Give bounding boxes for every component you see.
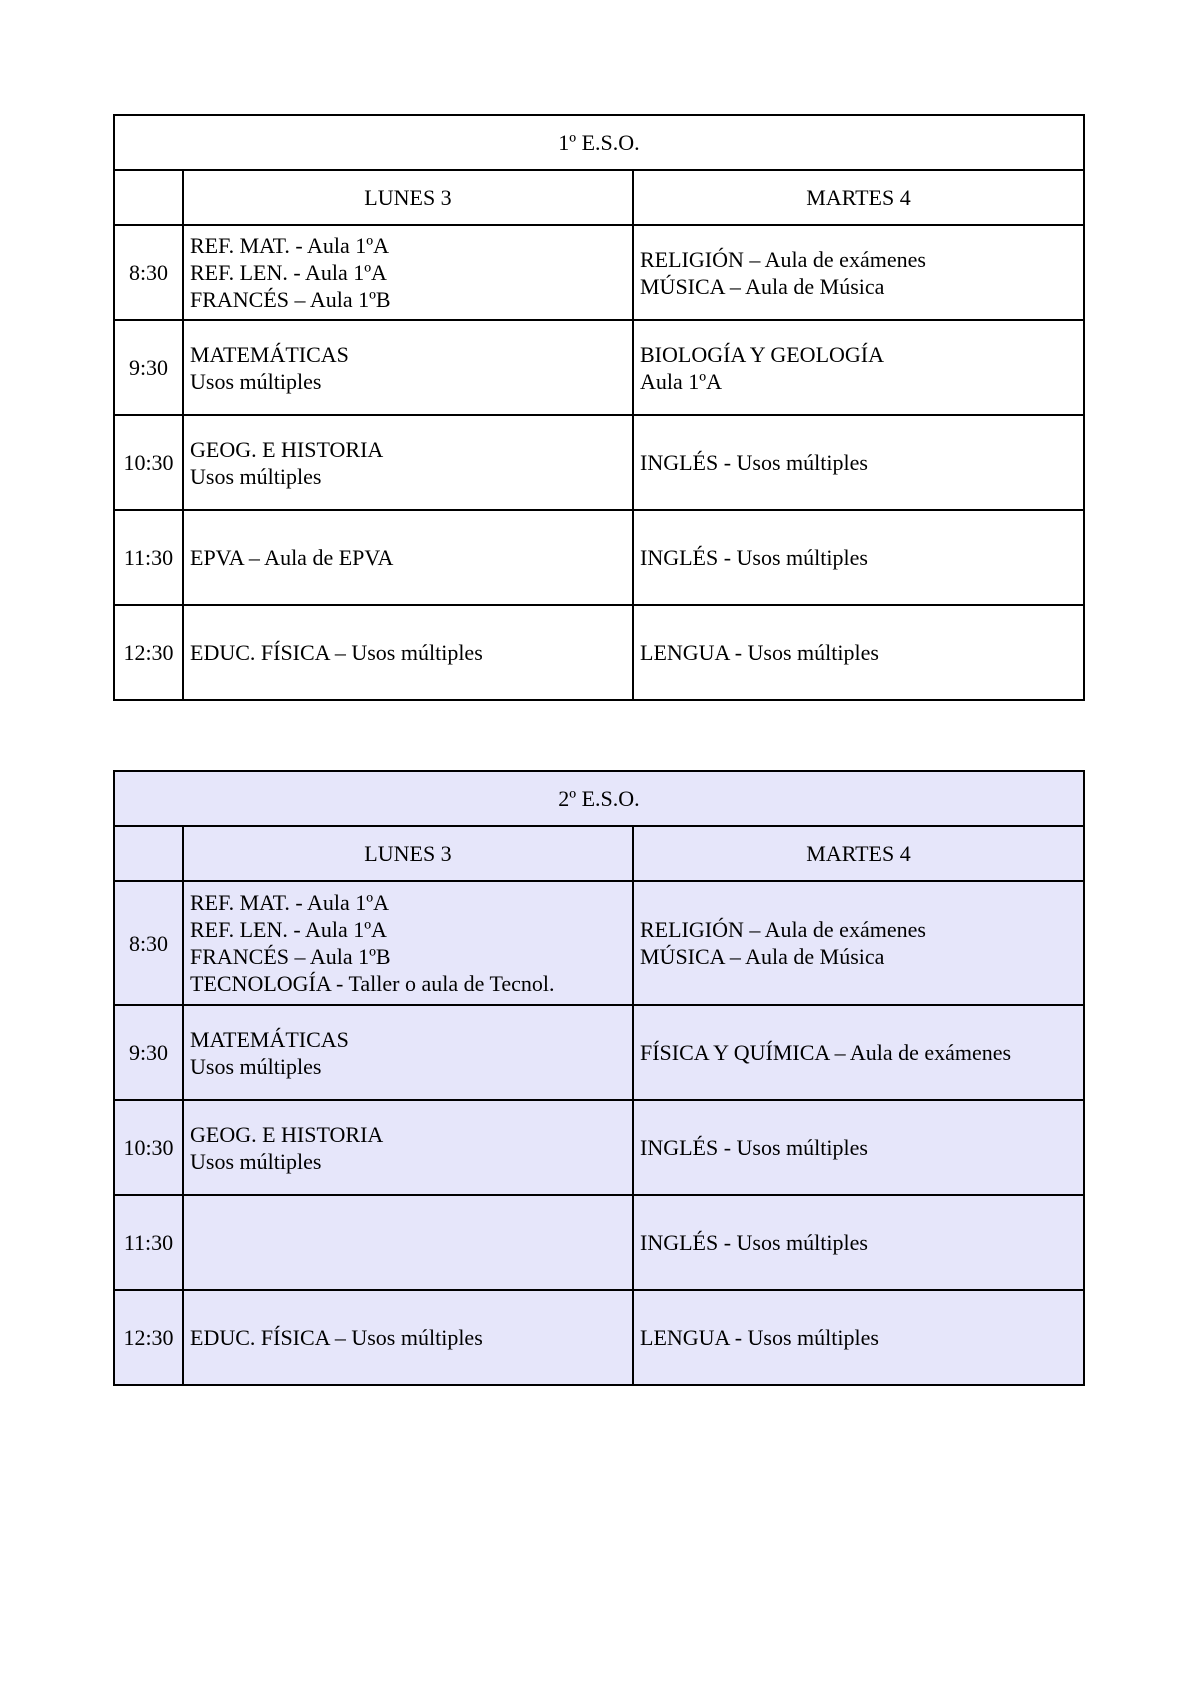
cell-line: MÚSICA – Aula de Música [640,944,885,969]
cell-line: MATEMÁTICAS [190,1026,349,1052]
day2-cell [633,881,1084,1005]
cell-line: GEOG. E HISTORIA [190,436,384,462]
time-cell: 11:30 [114,1195,183,1290]
header-day2: MARTES 4 [633,826,1084,881]
cell-line: MATEMÁTICAS [190,341,349,367]
day2-cell [633,1290,1084,1385]
day2-cell [633,1100,1084,1195]
table-row [114,1005,1084,1100]
cell-line: FÍSICA Y QUÍMICA – Aula de exámenes [640,1040,1012,1065]
cell-line: LENGUA - Usos múltiples [640,1325,879,1350]
cell-line: INGLÉS - Usos múltiples [640,450,868,475]
cell-line: GEOG. E HISTORIA [190,1121,384,1147]
table-title-row [114,115,1084,170]
day2-cell [633,415,1084,510]
cell-line: INGLÉS - Usos múltiples [640,1230,868,1255]
time-header-empty [114,170,183,225]
time-cell: 9:30 [114,320,183,415]
time-cell: 10:30 [114,415,183,510]
table-title-row [114,771,1084,826]
day1-cell [183,881,633,1005]
cell-line: INGLÉS - Usos múltiples [640,545,868,570]
cell-line: Usos múltiples [190,1148,322,1174]
day1-cell [183,605,633,700]
cell-line: BIOLOGÍA Y GEOLOGÍA [640,341,884,367]
day2-cell [633,225,1084,320]
day1-cell [183,510,633,605]
table-row [114,510,1084,605]
cell-line: FRANCÉS – Aula 1ºB [190,287,391,312]
table-row [114,1290,1084,1385]
day2-cell [633,1005,1084,1100]
cell-line: REF. LEN. - Aula 1ºA [190,917,387,942]
table-row [114,415,1084,510]
time-cell: 12:30 [114,1290,183,1385]
table-row [114,225,1084,320]
time-cell: 8:30 [114,225,183,320]
header-day1: LUNES 3 [183,826,633,881]
table-title: 1º E.S.O. [114,115,1084,170]
header-day1: LUNES 3 [183,170,633,225]
cell-line: TECNOLOGÍA - Taller o aula de Tecnol. [190,971,555,996]
cell-line: EDUC. FÍSICA – Usos múltiples [190,640,483,665]
day1-cell [183,1100,633,1195]
table-header-row [114,170,1084,225]
time-cell: 11:30 [114,510,183,605]
header-day2: MARTES 4 [633,170,1084,225]
time-header-empty [114,826,183,881]
time-cell: 10:30 [114,1100,183,1195]
day1-cell-empty [183,1195,633,1290]
table-row [114,605,1084,700]
day1-cell [183,415,633,510]
time-cell: 9:30 [114,1005,183,1100]
cell-line: RELIGIÓN – Aula de exámenes [640,246,926,272]
table-title: 2º E.S.O. [114,771,1084,826]
cell-line: FRANCÉS – Aula 1ºB [190,944,391,969]
cell-line: REF. LEN. - Aula 1ºA [190,260,387,285]
day1-cell [183,320,633,415]
table-row [114,320,1084,415]
cell-line: Usos múltiples [190,1053,322,1079]
cell-line: INGLÉS - Usos múltiples [640,1135,868,1160]
table-row [114,1195,1084,1290]
cell-line: Aula 1ºA [640,368,722,394]
day1-cell [183,1005,633,1100]
table-row [114,881,1084,1005]
table-header-row [114,826,1084,881]
time-cell: 8:30 [114,881,183,1005]
day2-cell [633,320,1084,415]
cell-line: Usos múltiples [190,463,322,489]
day2-cell [633,605,1084,700]
schedule-table-1eso [113,114,1085,701]
day2-cell [633,510,1084,605]
table-row [114,1100,1084,1195]
cell-line: Usos múltiples [190,368,322,394]
cell-line: MÚSICA – Aula de Música [640,273,885,299]
cell-line: REF. MAT. - Aula 1ºA [190,233,389,258]
time-cell: 12:30 [114,605,183,700]
schedule-table-2eso [113,770,1085,1386]
day2-cell [633,1195,1084,1290]
cell-line: EDUC. FÍSICA – Usos múltiples [190,1325,483,1350]
day1-cell [183,225,633,320]
cell-line: LENGUA - Usos múltiples [640,640,879,665]
day1-cell [183,1290,633,1385]
cell-line: EPVA – Aula de EPVA [190,545,394,570]
cell-line: RELIGIÓN – Aula de exámenes [640,917,926,942]
cell-line: REF. MAT. - Aula 1ºA [190,890,389,915]
